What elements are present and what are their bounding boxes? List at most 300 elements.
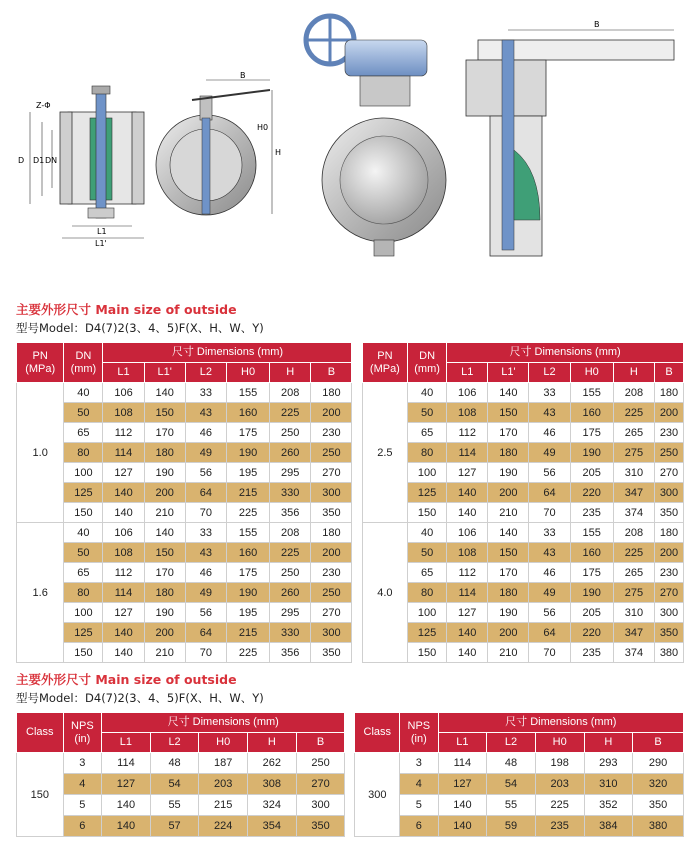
value-cell: 140 [102, 795, 151, 816]
value-cell: 46 [529, 563, 570, 583]
value-cell: 170 [488, 563, 529, 583]
value-cell: 350 [633, 795, 684, 816]
value-cell: 190 [144, 603, 185, 623]
nps-cell-right: 4 [400, 774, 439, 795]
column-gap [345, 753, 355, 837]
value-cell: 230 [311, 563, 352, 583]
value-cell: 208 [613, 383, 654, 403]
value-cell: 127 [447, 603, 488, 623]
dn-cell: 40 [64, 383, 103, 403]
value-cell: 114 [438, 753, 487, 774]
col2-h-right: H [584, 733, 633, 753]
value-cell: 112 [103, 563, 144, 583]
value-cell: 49 [529, 443, 570, 463]
value-cell: 70 [529, 503, 570, 523]
column-gap [352, 383, 362, 663]
value-cell: 106 [103, 383, 144, 403]
label-l1-prime: L1' [95, 239, 107, 248]
value-cell: 308 [248, 774, 297, 795]
value-cell: 270 [311, 603, 352, 623]
col-b: B [311, 363, 352, 383]
value-cell: 215 [226, 623, 269, 643]
dn-cell: 65 [64, 423, 103, 443]
nps-header: NPS (in) [63, 713, 102, 753]
value-cell: 140 [447, 483, 488, 503]
value-cell: 140 [102, 816, 151, 837]
value-cell: 33 [185, 383, 226, 403]
value-cell: 300 [654, 603, 683, 623]
table-row [17, 643, 684, 663]
dn-cell-right: 65 [408, 563, 447, 583]
value-cell: 160 [226, 403, 269, 423]
dn-cell-right: 50 [408, 543, 447, 563]
value-cell: 347 [613, 623, 654, 643]
dn-cell-right: 150 [408, 643, 447, 663]
value-cell: 49 [185, 443, 226, 463]
value-cell: 200 [311, 403, 352, 423]
value-cell: 200 [488, 623, 529, 643]
dn-cell: 50 [64, 543, 103, 563]
value-cell: 54 [487, 774, 536, 795]
col2-h: H [248, 733, 297, 753]
value-cell: 70 [185, 503, 226, 523]
value-cell: 198 [535, 753, 584, 774]
value-cell: 200 [654, 543, 683, 563]
value-cell: 190 [226, 583, 269, 603]
value-cell: 127 [102, 774, 151, 795]
dimensions-header-2-right: 尺寸 Dimensions (mm) [438, 713, 683, 733]
value-cell: 175 [570, 563, 613, 583]
value-cell: 190 [488, 463, 529, 483]
value-cell: 114 [447, 443, 488, 463]
value-cell: 205 [570, 463, 613, 483]
value-cell: 295 [270, 603, 311, 623]
value-cell: 295 [270, 463, 311, 483]
col-l2: L2 [185, 363, 226, 383]
value-cell: 160 [570, 403, 613, 423]
col-b-right: B [654, 363, 683, 383]
label-d: D [18, 156, 25, 165]
value-cell: 225 [226, 643, 269, 663]
dn-cell: 100 [64, 603, 103, 623]
value-cell: 114 [103, 583, 144, 603]
table-row [17, 443, 684, 463]
dn-cell-right: 50 [408, 403, 447, 423]
nps-cell: 3 [63, 753, 102, 774]
table-row [17, 583, 684, 603]
value-cell: 46 [185, 563, 226, 583]
value-cell: 250 [270, 423, 311, 443]
dn-cell-right: 40 [408, 383, 447, 403]
value-cell: 380 [633, 816, 684, 837]
value-cell: 112 [447, 563, 488, 583]
value-cell: 220 [570, 483, 613, 503]
value-cell: 56 [529, 463, 570, 483]
section2-model: 型号Model：D4(7)2(3、4、5)F(X、H、W、Y) [16, 691, 264, 705]
value-cell: 33 [185, 523, 226, 543]
value-cell: 155 [570, 523, 613, 543]
value-cell: 106 [103, 523, 144, 543]
value-cell: 225 [270, 543, 311, 563]
value-cell: 250 [654, 443, 683, 463]
value-cell: 59 [487, 816, 536, 837]
value-cell: 155 [226, 523, 269, 543]
value-cell: 48 [487, 753, 536, 774]
value-cell: 180 [144, 583, 185, 603]
value-cell: 208 [270, 523, 311, 543]
dn-cell: 40 [64, 523, 103, 543]
value-cell: 140 [144, 523, 185, 543]
section1-title: 主要外形尺寸 Main size of outside [16, 302, 237, 317]
section-drawing [18, 86, 144, 248]
value-cell: 155 [226, 383, 269, 403]
col-l1-prime: L1' [144, 363, 185, 383]
value-cell: 350 [654, 623, 683, 643]
value-cell: 180 [654, 383, 683, 403]
value-cell: 230 [654, 563, 683, 583]
value-cell: 150 [488, 403, 529, 423]
value-cell: 293 [584, 753, 633, 774]
value-cell: 155 [570, 383, 613, 403]
value-cell: 190 [570, 583, 613, 603]
value-cell: 70 [529, 643, 570, 663]
value-cell: 49 [185, 583, 226, 603]
value-cell: 55 [150, 795, 199, 816]
value-cell: 374 [613, 503, 654, 523]
value-cell: 33 [529, 523, 570, 543]
value-cell: 215 [226, 483, 269, 503]
class-header: Class [17, 713, 64, 753]
table-row [17, 563, 684, 583]
dn-cell: 80 [64, 443, 103, 463]
value-cell: 33 [529, 383, 570, 403]
value-cell: 225 [226, 503, 269, 523]
value-cell: 160 [570, 543, 613, 563]
col-h-right: H [613, 363, 654, 383]
value-cell: 350 [311, 503, 352, 523]
value-cell: 330 [270, 623, 311, 643]
nps-cell: 5 [63, 795, 102, 816]
value-cell: 265 [613, 563, 654, 583]
value-cell: 150 [488, 543, 529, 563]
value-cell: 108 [103, 543, 144, 563]
value-cell: 270 [296, 774, 345, 795]
col-l1-prime-right: L1' [488, 363, 529, 383]
nps-header-right: NPS (in) [400, 713, 439, 753]
dn-cell-right: 40 [408, 523, 447, 543]
value-cell: 127 [438, 774, 487, 795]
value-cell: 108 [447, 543, 488, 563]
value-cell: 112 [103, 423, 144, 443]
value-cell: 64 [529, 483, 570, 503]
dn-cell-right: 80 [408, 443, 447, 463]
dn-header: DN (mm) [64, 343, 103, 383]
label-l1: L1 [97, 227, 107, 236]
pn-cell: 1.6 [17, 523, 64, 663]
value-cell: 140 [144, 383, 185, 403]
dn-cell: 80 [64, 583, 103, 603]
value-cell: 208 [613, 523, 654, 543]
value-cell: 150 [144, 403, 185, 423]
value-cell: 106 [447, 383, 488, 403]
pn-cell-right: 2.5 [362, 383, 407, 523]
value-cell: 235 [570, 503, 613, 523]
value-cell: 140 [447, 503, 488, 523]
dimensions-header-right: 尺寸 Dimensions (mm) [447, 343, 684, 363]
value-cell: 43 [185, 543, 226, 563]
dn-cell: 125 [64, 623, 103, 643]
table-row [17, 503, 684, 523]
col-l1: L1 [103, 363, 144, 383]
table-row [17, 383, 684, 403]
col2-l1-right: L1 [438, 733, 487, 753]
col-h0: H0 [226, 363, 269, 383]
table-row [17, 483, 684, 503]
dn-cell-right: 125 [408, 623, 447, 643]
value-cell: 275 [613, 443, 654, 463]
value-cell: 180 [488, 443, 529, 463]
value-cell: 190 [570, 443, 613, 463]
value-cell: 225 [270, 403, 311, 423]
value-cell: 356 [270, 643, 311, 663]
value-cell: 225 [613, 403, 654, 423]
col2-h0-right: H0 [535, 733, 584, 753]
value-cell: 46 [529, 423, 570, 443]
value-cell: 64 [529, 623, 570, 643]
value-cell: 190 [226, 443, 269, 463]
value-cell: 112 [447, 423, 488, 443]
value-cell: 347 [613, 483, 654, 503]
class-cell-right: 300 [355, 753, 400, 837]
value-cell: 324 [248, 795, 297, 816]
label-b-actuator: B [594, 20, 600, 29]
value-cell: 215 [199, 795, 248, 816]
col2-l2: L2 [150, 733, 199, 753]
value-cell: 55 [487, 795, 536, 816]
value-cell: 64 [185, 483, 226, 503]
value-cell: 230 [654, 423, 683, 443]
value-cell: 140 [103, 483, 144, 503]
value-cell: 300 [654, 483, 683, 503]
value-cell: 210 [488, 643, 529, 663]
dn-cell: 50 [64, 403, 103, 423]
value-cell: 200 [488, 483, 529, 503]
value-cell: 180 [311, 523, 352, 543]
label-dn: DN [45, 156, 58, 165]
table-row [17, 523, 684, 543]
dn-cell: 150 [64, 643, 103, 663]
nps-cell: 6 [63, 816, 102, 837]
value-cell: 140 [103, 503, 144, 523]
value-cell: 140 [438, 795, 487, 816]
value-cell: 235 [535, 816, 584, 837]
pn-cell-right: 4.0 [362, 523, 407, 663]
col-l2-right: L2 [529, 363, 570, 383]
value-cell: 210 [144, 643, 185, 663]
value-cell: 195 [226, 603, 269, 623]
value-cell: 140 [447, 643, 488, 663]
value-cell: 160 [226, 543, 269, 563]
value-cell: 127 [103, 463, 144, 483]
value-cell: 57 [150, 816, 199, 837]
value-cell: 220 [570, 623, 613, 643]
label-h0: H0 [257, 123, 269, 132]
value-cell: 180 [311, 383, 352, 403]
value-cell: 300 [311, 623, 352, 643]
value-cell: 250 [270, 563, 311, 583]
value-cell: 140 [488, 383, 529, 403]
label-b: B [240, 71, 246, 80]
value-cell: 330 [270, 483, 311, 503]
col2-b-right: B [633, 733, 684, 753]
value-cell: 54 [150, 774, 199, 795]
dn-cell-right: 125 [408, 483, 447, 503]
value-cell: 175 [226, 423, 269, 443]
pn-cell: 1.0 [17, 383, 64, 523]
table-row [17, 423, 684, 443]
value-cell: 170 [144, 563, 185, 583]
value-cell: 210 [488, 503, 529, 523]
col-h0-right: H0 [570, 363, 613, 383]
value-cell: 56 [529, 603, 570, 623]
value-cell: 265 [613, 423, 654, 443]
value-cell: 208 [270, 383, 311, 403]
nps-cell-right: 6 [400, 816, 439, 837]
value-cell: 250 [296, 753, 345, 774]
dimensions-header-2: 尺寸 Dimensions (mm) [102, 713, 345, 733]
col2-h0: H0 [199, 733, 248, 753]
value-cell: 380 [654, 643, 683, 663]
dimension-table-pn [16, 342, 684, 663]
value-cell: 64 [185, 623, 226, 643]
dn-cell-right: 100 [408, 463, 447, 483]
value-cell: 114 [103, 443, 144, 463]
value-cell: 270 [654, 463, 683, 483]
value-cell: 275 [613, 583, 654, 603]
class-cell: 150 [17, 753, 64, 837]
pn-header: PN (MPa) [17, 343, 64, 383]
value-cell: 200 [654, 403, 683, 423]
value-cell: 350 [654, 503, 683, 523]
dimension-table-class [16, 712, 684, 837]
value-cell: 262 [248, 753, 297, 774]
table-row [17, 463, 684, 483]
section1-model: 型号Model：D4(7)2(3、4、5)F(X、H、W、Y) [16, 321, 264, 335]
value-cell: 175 [570, 423, 613, 443]
value-cell: 200 [144, 623, 185, 643]
value-cell: 56 [185, 463, 226, 483]
value-cell: 235 [570, 643, 613, 663]
value-cell: 290 [633, 753, 684, 774]
section2-title: 主要外形尺寸 Main size of outside [16, 672, 237, 687]
col2-l1: L1 [102, 733, 151, 753]
col-l1-right: L1 [447, 363, 488, 383]
value-cell: 49 [529, 583, 570, 603]
value-cell: 108 [447, 403, 488, 423]
value-cell: 56 [185, 603, 226, 623]
value-cell: 43 [529, 403, 570, 423]
label-h: H [275, 148, 282, 157]
value-cell: 43 [185, 403, 226, 423]
value-cell: 225 [613, 543, 654, 563]
value-cell: 352 [584, 795, 633, 816]
value-cell: 108 [103, 403, 144, 423]
table-row [17, 623, 684, 643]
col2-l2-right: L2 [487, 733, 536, 753]
value-cell: 106 [447, 523, 488, 543]
value-cell: 140 [447, 623, 488, 643]
value-cell: 187 [199, 753, 248, 774]
value-cell: 224 [199, 816, 248, 837]
nps-cell-right: 3 [400, 753, 439, 774]
pn-header-right: PN (MPa) [362, 343, 407, 383]
value-cell: 205 [570, 603, 613, 623]
value-cell: 190 [144, 463, 185, 483]
value-cell: 300 [296, 795, 345, 816]
value-cell: 127 [103, 603, 144, 623]
valve-drawings [0, 0, 700, 275]
value-cell: 127 [447, 463, 488, 483]
value-cell: 140 [488, 523, 529, 543]
dn-cell: 150 [64, 503, 103, 523]
value-cell: 180 [144, 443, 185, 463]
value-cell: 203 [535, 774, 584, 795]
value-cell: 46 [185, 423, 226, 443]
table-row [17, 753, 684, 774]
value-cell: 150 [144, 543, 185, 563]
label-z-phi: Z-Φ [36, 101, 51, 110]
value-cell: 43 [529, 543, 570, 563]
value-cell: 48 [150, 753, 199, 774]
dn-cell-right: 150 [408, 503, 447, 523]
value-cell: 70 [185, 643, 226, 663]
value-cell: 260 [270, 583, 311, 603]
value-cell: 250 [311, 583, 352, 603]
value-cell: 320 [633, 774, 684, 795]
dn-cell-right: 80 [408, 583, 447, 603]
value-cell: 180 [654, 523, 683, 543]
front-drawing [156, 71, 281, 215]
table-row [17, 403, 684, 423]
table-row [17, 603, 684, 623]
nps-cell: 4 [63, 774, 102, 795]
dn-cell: 65 [64, 563, 103, 583]
value-cell: 250 [311, 443, 352, 463]
label-d1: D1 [33, 156, 45, 165]
value-cell: 114 [447, 583, 488, 603]
class-header-right: Class [355, 713, 400, 753]
value-cell: 195 [226, 463, 269, 483]
value-cell: 200 [311, 543, 352, 563]
value-cell: 270 [311, 463, 352, 483]
value-cell: 260 [270, 443, 311, 463]
value-cell: 310 [613, 603, 654, 623]
actuator-drawing [466, 20, 674, 256]
col2-b: B [296, 733, 345, 753]
dn-cell-right: 100 [408, 603, 447, 623]
value-cell: 140 [103, 643, 144, 663]
value-cell: 200 [144, 483, 185, 503]
nps-cell-right: 5 [400, 795, 439, 816]
value-cell: 350 [296, 816, 345, 837]
dn-cell: 125 [64, 483, 103, 503]
value-cell: 140 [103, 623, 144, 643]
value-cell: 310 [613, 463, 654, 483]
dn-header-right: DN (mm) [408, 343, 447, 383]
table-row [17, 543, 684, 563]
value-cell: 225 [535, 795, 584, 816]
value-cell: 114 [102, 753, 151, 774]
